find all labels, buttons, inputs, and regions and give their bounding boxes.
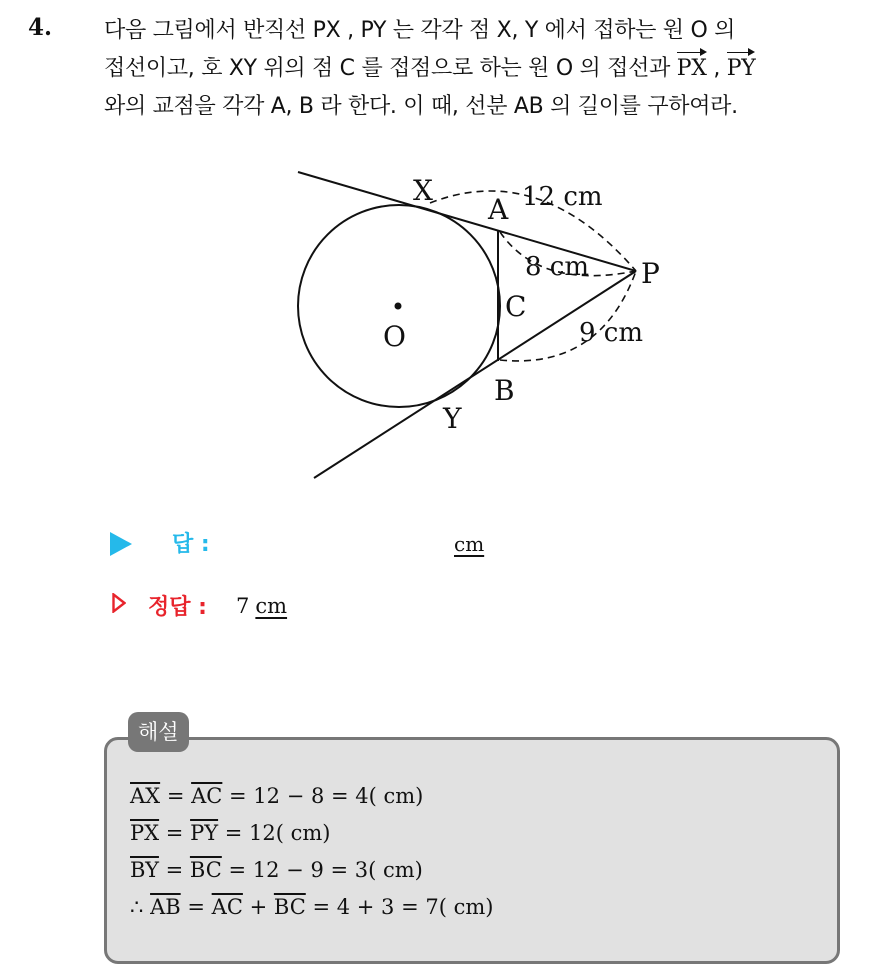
- equals-sign: =: [187, 895, 205, 919]
- center-point-o: [395, 303, 402, 310]
- solution-expression: = 12 − 9 = 3( cm): [228, 858, 423, 882]
- equals-sign: =: [165, 821, 184, 845]
- tangent-line-py: [314, 271, 636, 478]
- measure-ap: 8 cm: [525, 252, 590, 282]
- ray-separator: ,: [706, 56, 727, 81]
- label-a: A: [488, 193, 509, 226]
- ray-py: PY: [727, 50, 756, 88]
- segment-ax: $\overline{AX}$: [130, 784, 161, 808]
- label-y: Y: [443, 402, 462, 435]
- solution-lines: [130, 778, 493, 926]
- equals-sign: =: [165, 858, 184, 882]
- measure-px: 12 cm: [522, 182, 603, 212]
- label-c: C: [505, 290, 527, 323]
- label-p: P: [641, 257, 660, 290]
- segment-ac: $\overline{AC}$: [211, 895, 243, 919]
- solution-line-4: [130, 889, 493, 926]
- solution-line-2: [130, 815, 493, 852]
- question-number: 4.: [28, 14, 53, 41]
- question-line-3: 와의 교점을 각각 A, B 라 한다. 이 때, 선분 AB 의 길이를 구하여라.: [104, 94, 738, 119]
- solution-line-3: [130, 852, 493, 889]
- correct-answer-label: 정답 :: [148, 595, 207, 620]
- segment-ab: $\overline{AB}$: [150, 895, 181, 919]
- question-line-1: 다음 그림에서 반직선 PX , PY 는 각각 점 X, Y 에서 접하는 원 O 의: [104, 18, 736, 43]
- solution-line-1: [130, 778, 493, 815]
- solution-expression: = 12 − 8 = 4( cm): [229, 784, 424, 808]
- correct-answer-value: [236, 594, 287, 618]
- play-arrow-icon: [110, 532, 132, 556]
- segment-ac: $\overline{AC}$: [191, 784, 223, 808]
- correct-answer-unit: cm: [255, 594, 288, 618]
- therefore-symbol: ∴: [130, 895, 144, 919]
- segment-bc: $\overline{BC}$: [189, 858, 222, 882]
- solution-expression: = 12( cm): [224, 821, 331, 845]
- segment-px: $\overline{PX}$: [130, 821, 160, 845]
- measure-bp: 9 cm: [579, 318, 644, 348]
- segment-py: $\overline{PY}$: [190, 821, 219, 845]
- label-x: X: [413, 174, 433, 207]
- answer-blank-unit[interactable]: cm: [454, 532, 485, 556]
- segment-by: $\overline{BY}$: [130, 858, 159, 882]
- solution-tag: 해설: [128, 712, 189, 752]
- ray-px: PX: [677, 50, 707, 88]
- equals-sign: =: [166, 784, 185, 808]
- solution-expression: = 4 + 3 = 7( cm): [312, 895, 494, 919]
- question-line-2-text: 접선이고, 호 XY 위의 점 C 를 접점으로 하는 원 O 의 접선과: [104, 56, 671, 81]
- segment-bc: $\overline{BC}$: [273, 895, 306, 919]
- label-o: O: [383, 320, 406, 353]
- answer-label: 답 :: [172, 532, 210, 557]
- outline-arrow-icon: [112, 593, 126, 613]
- label-b: B: [494, 374, 515, 407]
- plus-sign: +: [249, 895, 268, 919]
- correct-answer-number: 7: [236, 594, 250, 618]
